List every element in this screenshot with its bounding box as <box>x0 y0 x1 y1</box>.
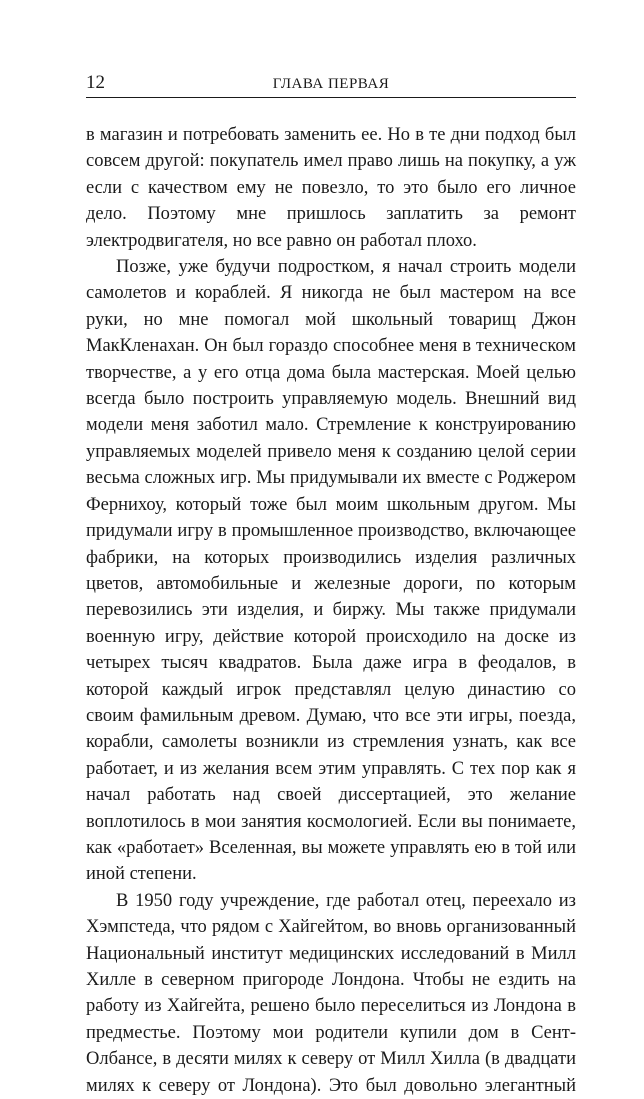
chapter-title: ГЛАВА ПЕРВАЯ <box>272 76 390 92</box>
running-header <box>86 71 576 98</box>
body-text <box>86 122 576 1099</box>
paragraph: Позже, уже будучи подростком, я начал строить модели самолетов и кораблей. Я никогда не был мастером на все руки, но мне помогал мой школьный товарищ Джон МакКленахан. Он был гораздо способнее меня в техническом творчестве, а у его отца дома была мастерская. Моей целью всегда было построить управляемую модель. Внешний вид модели меня заботил мало. Стремление к конструированию управляемых моделей привело меня к созданию целой серии весьма сложных игр. Мы придумывали их вместе с Роджером Фернихоу, который тоже был моим школьным другом. Мы придумали игру в промышленное производство, включающее фабрики, на которых производились изделия различных цветов, автомобильные и железные дороги, по которым перевозились эти изделия, и биржу. Мы также придумали военную игру, действие которой происходило на доске из четырех тысяч квадратов. Была даже игра в феодалов, в которой каждый игрок представлял целую династию со своим фамильным древом. Думаю, что все эти игры, поезда, корабли, самолеты возникли из стремления узнать, как все работает, и из желания всем этим управлять. С тех пор как я начал работать над своей диссертацией, это желание воплотилось в мои занятия космологией. Если вы понимаете, как «работает» Вселенная, вы можете управлять ею в той или иной степени. <box>86 257 576 885</box>
paragraph-continues: В 1950 году учреждение, где работал отец, переехало из Хэмпстеда, что рядом с Хайгейтом, во вновь организованный Национальный институт медицинских исследований в Милл Хилле в северном пригороде Лондона. Чтобы не ездить на работу из Хайгейта, решено было переселиться из Лондона в предместье. Поэтому мои родители купили дом в Сент-Олбансе, в десяти милях к северу от Милл Хилла (в двадцати милях к северу от Лондона). Это был довольно элегантный <box>86 890 576 1096</box>
paragraph-continued: в магазин и потребовать заменить ее. Но в те дни подход был совсем другой: покупатель имел право лишь на покупку, а уж если с качеством ему не повезло, то это было его личное дело. Поэтому мне пришлось заплатить за ремонт электродвигателя, но все равно он работал плохо. <box>86 125 576 251</box>
page-number: 12 <box>86 72 105 93</box>
